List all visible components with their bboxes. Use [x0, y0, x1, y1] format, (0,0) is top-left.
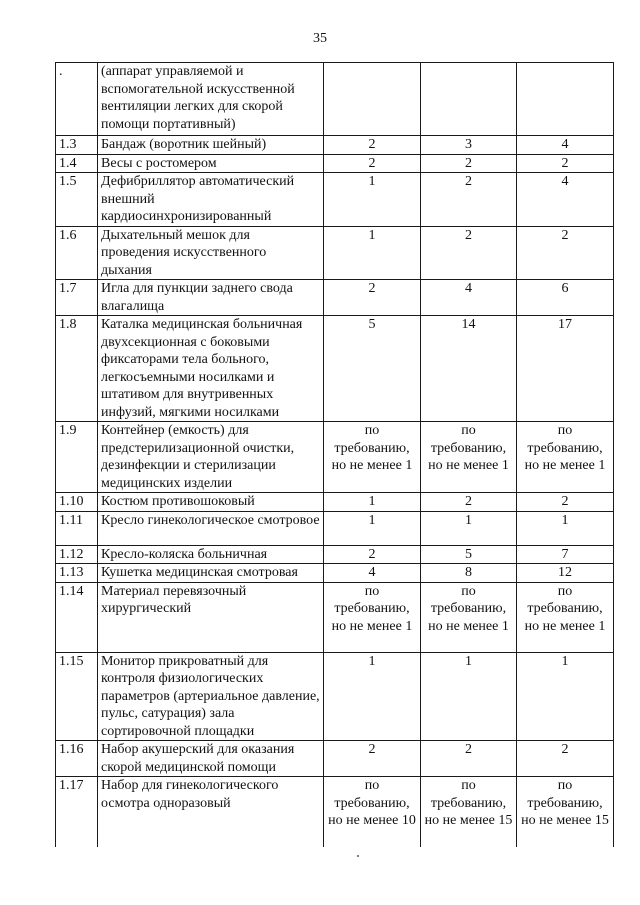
row-number-cell: 1.15	[56, 652, 98, 741]
table-row	[56, 545, 614, 564]
table-row	[56, 564, 614, 583]
item-name-cell: (аппарат управляемой и вспомогательной искусственной вентиляции легких для скорой помощи портативный)	[98, 63, 324, 136]
quantity-cell-2: 2	[421, 173, 517, 227]
item-name-cell: Дыхательный мешок для проведения искусственного дыхания	[98, 226, 324, 280]
quantity-cell-2: 3	[421, 136, 517, 155]
quantity-cell-3: 2	[517, 493, 614, 512]
item-name-cell: Дефибриллятор автоматический внешний кардиосинхронизированный	[98, 173, 324, 227]
item-name-cell: Контейнер (емкость) для предстерилизационной очистки, дезинфекции и стерилизации медицинских изделии	[98, 422, 324, 493]
page-number: 35	[313, 31, 327, 46]
quantity-cell-2: 4	[421, 280, 517, 316]
quantity-cell-3: 6	[517, 280, 614, 316]
table-row	[56, 136, 614, 155]
item-name-cell: Набор для гинекологического осмотра одноразовый	[98, 777, 324, 847]
equipment-table	[55, 62, 613, 847]
table-row	[56, 777, 614, 847]
table-row	[56, 316, 614, 422]
quantity-cell-3: 17	[517, 316, 614, 422]
quantity-cell-1: 2	[324, 741, 421, 777]
quantity-cell-2: по требованию, но не менее 1	[421, 582, 517, 652]
quantity-cell-1: 1	[324, 493, 421, 512]
quantity-cell-2: по требованию, но не менее 1	[421, 422, 517, 493]
row-number-cell: 1.7	[56, 280, 98, 316]
table-row	[56, 422, 614, 493]
row-number-cell: 1.6	[56, 226, 98, 280]
quantity-cell-3: 2	[517, 741, 614, 777]
table-row	[56, 493, 614, 512]
row-number-cell: 1.4	[56, 154, 98, 173]
item-name-cell: Материал перевязочный хирургический	[98, 582, 324, 652]
table-row	[56, 154, 614, 173]
table-row	[56, 582, 614, 652]
quantity-cell-3: 7	[517, 545, 614, 564]
row-number-cell: 1.17	[56, 777, 98, 847]
item-name-cell: Весы с ростомером	[98, 154, 324, 173]
row-number-cell: 1.10	[56, 493, 98, 512]
quantity-cell-1: 1	[324, 511, 421, 545]
quantity-cell-2: 2	[421, 226, 517, 280]
quantity-cell-1: 2	[324, 545, 421, 564]
item-name-cell: Кушетка медицинская смотровая	[98, 564, 324, 583]
row-number-cell: 1.12	[56, 545, 98, 564]
quantity-cell-2	[421, 63, 517, 136]
quantity-cell-3: по требованию, но не менее 15	[517, 777, 614, 847]
table-row	[56, 280, 614, 316]
equipment-table-grid	[55, 62, 614, 847]
quantity-cell-1: по требованию, но не менее 1	[324, 422, 421, 493]
row-number-cell: 1.14	[56, 582, 98, 652]
item-name-cell: Каталка медицинская больничная двухсекционная с боковыми фиксаторами тела больного, легкосъемными носилками и штативом для внутривенных инфузий, мягкими носилками	[98, 316, 324, 422]
quantity-cell-3: 2	[517, 154, 614, 173]
item-name-cell: Набор акушерский для оказания скорой медицинской помощи	[98, 741, 324, 777]
row-number-cell: 1.9	[56, 422, 98, 493]
quantity-cell-1: 2	[324, 280, 421, 316]
quantity-cell-3	[517, 63, 614, 136]
quantity-cell-2: 2	[421, 741, 517, 777]
quantity-cell-3: 12	[517, 564, 614, 583]
item-name-cell: Костюм противошоковый	[98, 493, 324, 512]
scan-speck	[357, 855, 359, 857]
quantity-cell-1: 2	[324, 136, 421, 155]
quantity-cell-2: 2	[421, 493, 517, 512]
table-row	[56, 741, 614, 777]
table-row	[56, 652, 614, 741]
table-row	[56, 226, 614, 280]
item-name-cell: Кресло-коляска больничная	[98, 545, 324, 564]
item-name-cell: Бандаж (воротник шейный)	[98, 136, 324, 155]
table-row	[56, 173, 614, 227]
row-number-cell: 1.8	[56, 316, 98, 422]
table-row	[56, 511, 614, 545]
row-number-cell: 1.11	[56, 511, 98, 545]
table-body	[56, 63, 614, 847]
item-name-cell: Игла для пункции заднего свода влагалища	[98, 280, 324, 316]
quantity-cell-3: 2	[517, 226, 614, 280]
quantity-cell-1: 1	[324, 226, 421, 280]
quantity-cell-3: 1	[517, 652, 614, 741]
item-name-cell: Кресло гинекологическое смотровое	[98, 511, 324, 545]
quantity-cell-2: 2	[421, 154, 517, 173]
quantity-cell-1: 1	[324, 652, 421, 741]
quantity-cell-3: 4	[517, 173, 614, 227]
quantity-cell-1	[324, 63, 421, 136]
table-row	[56, 63, 614, 136]
quantity-cell-1: по требованию, но не менее 10	[324, 777, 421, 847]
row-number-cell: 1.13	[56, 564, 98, 583]
quantity-cell-3: 1	[517, 511, 614, 545]
quantity-cell-1: по требованию, но не менее 1	[324, 582, 421, 652]
quantity-cell-2: 8	[421, 564, 517, 583]
quantity-cell-1: 5	[324, 316, 421, 422]
row-number-cell: 1.16	[56, 741, 98, 777]
item-name-cell: Монитор прикроватный для контроля физиологических параметров (артериальное давление, пульс, сатурация) зала сортировочной площадки	[98, 652, 324, 741]
quantity-cell-2: 1	[421, 652, 517, 741]
quantity-cell-3: 4	[517, 136, 614, 155]
row-number-cell: .	[56, 63, 98, 136]
quantity-cell-2: по требованию, но не менее 15	[421, 777, 517, 847]
quantity-cell-2: 1	[421, 511, 517, 545]
quantity-cell-1: 4	[324, 564, 421, 583]
quantity-cell-2: 5	[421, 545, 517, 564]
quantity-cell-3: по требованию, но не менее 1	[517, 422, 614, 493]
quantity-cell-3: по требованию, но не менее 1	[517, 582, 614, 652]
quantity-cell-1: 2	[324, 154, 421, 173]
quantity-cell-1: 1	[324, 173, 421, 227]
row-number-cell: 1.3	[56, 136, 98, 155]
quantity-cell-2: 14	[421, 316, 517, 422]
row-number-cell: 1.5	[56, 173, 98, 227]
